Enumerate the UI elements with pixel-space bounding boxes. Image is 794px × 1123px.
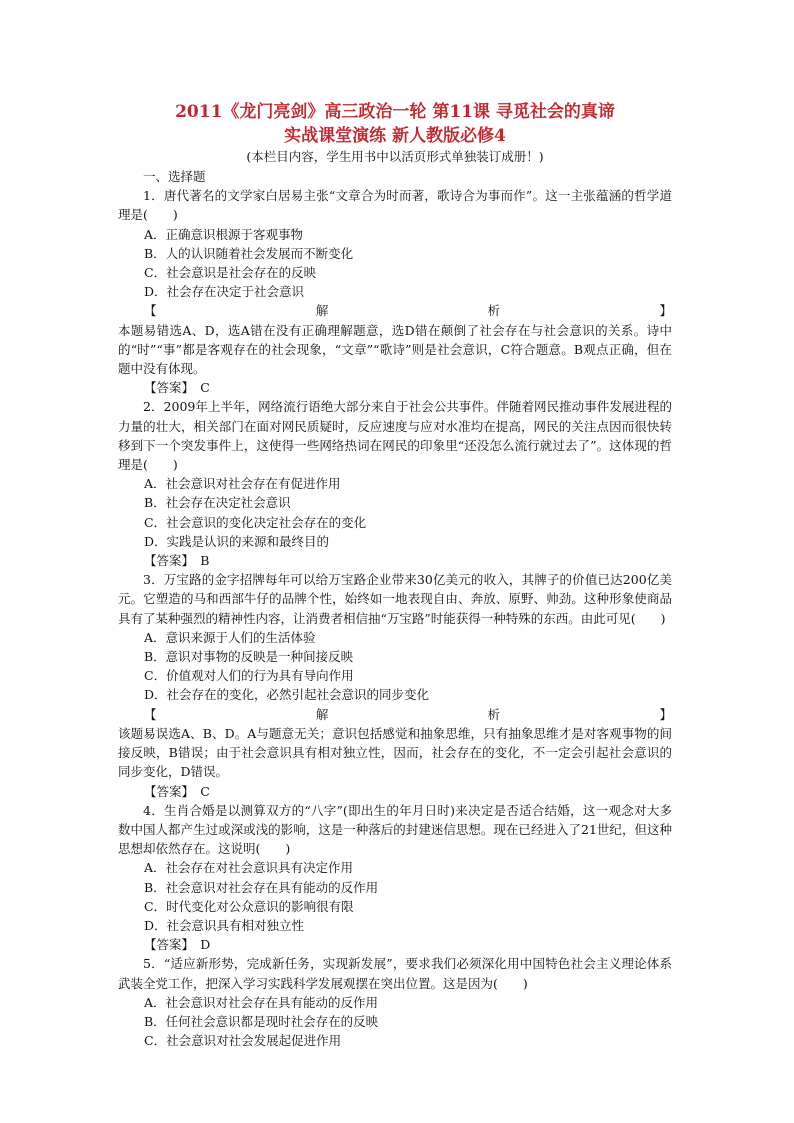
analysis-bracket-open: 【 (144, 303, 157, 319)
question-3-option-a: A．意识来源于人们的生活体验 (144, 629, 316, 645)
question-4-option-d: D．社会意识具有相对独立性 (144, 917, 305, 933)
question-5-stem: 5．“适应新形势，完成新任务，实现新发展”，要求我们必须深化用中国特色社会主义理论体系武装全党工作，把深入学习实践科学发展观摆在突出位置。这是因为( ) (118, 956, 672, 991)
question-3-analysis-heading (118, 705, 672, 724)
question-1-analysis-heading (118, 301, 672, 320)
question-4-option-a: A．社会存在对社会意识具有决定作用 (144, 860, 354, 876)
question-1-option-c: C．社会意识是社会存在的反映 (144, 265, 317, 281)
question-1-analysis: 本题易错选A、D，选A错在没有正确理解题意，选D错在颠倒了社会存在与社会意识的关系。诗中的“时”“事”都是客观存在的社会现象，“文章”“歌诗”则是社会意识，C符合题意。B观点正确，但在题中没有体现。 (118, 322, 672, 377)
question-5-option-c: C．社会意识对社会发展起促进作用 (144, 1033, 342, 1049)
question-1-option-a: A．正确意识根源于客观事物 (144, 226, 304, 242)
question-1-stem: 1．唐代著名的文学家白居易主张“文章合为时而著，歌诗合为事而作”。这一主张蕴涵的哲学道理是( ) (118, 188, 672, 223)
analysis-char-xi: 析 (487, 303, 501, 319)
analysis-bracket-open: 【 (144, 706, 157, 722)
analysis-char-xi: 析 (487, 706, 501, 722)
question-1-answer: 【答案】 C (144, 380, 210, 396)
question-1-option-d: D．社会存在决定于社会意识 (144, 284, 305, 300)
question-2-stem: 2．2009年上半年，网络流行语绝大部分来自于社会公共事件。伴随着网民推动事件发展进程的力量的壮大，相关部门在面对网民质疑时，反应速度与应对水准均在提高，网民的关注点因而很快转移到下一个突发事件上，这使得一些网络热词在网民的印象里“还没怎么流行就过去了”。这体现的哲理是( ) (118, 399, 672, 473)
document-page (118, 100, 672, 1050)
question-2-option-d: D．实践是认识的来源和最终目的 (144, 533, 330, 549)
analysis-bracket-close: 】 (659, 303, 672, 319)
question-5-option-b: B．任何社会意识都是现时社会存在的反映 (144, 1013, 379, 1029)
question-3-analysis: 该题易误选A、B、D。A与题意无关；意识包括感觉和抽象思维，只有抽象思维才是对客观事物的间接反映，B错误；由于社会意识具有相对独立性，因而，社会存在的变化，不一定会引起社会意识的同步变化，D错误。 (118, 725, 672, 780)
section-title: 一、选择题 (143, 169, 206, 184)
question-4-option-c: C．时代变化对公众意识的影响很有限 (144, 898, 354, 914)
question-3-option-b: B．意识对事物的反映是一种间接反映 (144, 649, 354, 665)
analysis-char-jie: 解 (315, 706, 329, 722)
question-4-stem: 4．生肖合婚是以测算双方的“八字”(即出生的年月日时)来决定是否适合结婚，这一观念对大多数中国人都产生过或深或浅的影响，这是一种落后的封建迷信思想。现在已经进入了21世纪，但这种思想却依然存在。这说明( ) (118, 802, 672, 857)
document-title-line1: 2011《龙门亮剑》高三政治一轮 第11课 寻觅社会的真谛 (175, 102, 615, 122)
question-2-answer: 【答案】 B (144, 553, 210, 569)
analysis-char-jie: 解 (315, 303, 329, 319)
question-2-option-c: C．社会意识的变化决定社会存在的变化 (144, 514, 367, 530)
analysis-bracket-close: 】 (659, 706, 672, 722)
question-4-answer: 【答案】 D (144, 937, 211, 953)
document-note: (本栏目内容，学生用书中以活页形式单独装订成册！) (246, 149, 544, 164)
question-4-option-b: B．社会意识对社会存在具有能动的反作用 (144, 879, 379, 895)
document-title-line2: 实战课堂演练 新人教版必修4 (284, 126, 506, 146)
question-2-option-a: A．社会意识对社会存在有促进作用 (144, 476, 341, 492)
question-3-stem: 3．万宝路的金字招牌每年可以给万宝路企业带来30亿美元的收入，其牌子的价值已达200亿美元。它塑造的马和西部牛仔的品牌个性，始终如一地表现自由、奔放、原野、帅劲。这种形象使商品具有了某种强烈的精神性内容，让消费者相信抽“万宝路”时能获得一种特殊的东西。由此可见( ) (118, 572, 672, 626)
question-3-option-c: C．价值观对人们的行为具有导向作用 (144, 668, 354, 684)
question-5-option-a: A．社会意识对社会存在具有能动的反作用 (144, 994, 379, 1010)
question-2-option-b: B．社会存在决定社会意识 (144, 495, 291, 511)
question-3-answer: 【答案】 C (144, 783, 210, 799)
question-3-option-d: D．社会存在的变化，必然引起社会意识的同步变化 (144, 687, 430, 703)
question-1-option-b: B．人的认识随着社会发展而不断变化 (144, 245, 354, 261)
